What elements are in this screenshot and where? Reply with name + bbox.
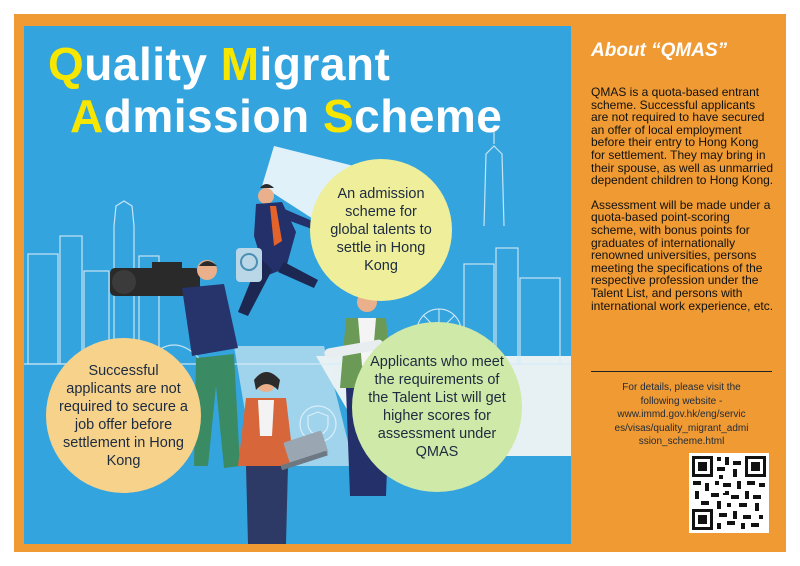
about-paragraph-2: Assessment will be made under a quota-based point-scoring scheme, with bonus points for graduates of internationally renowned universities, persons meeting the specifications of the respective profession under the Talent List, and persons with international work experience, etc. xyxy=(591,197,774,313)
divider xyxy=(591,371,772,372)
admission-scheme-bubble xyxy=(310,159,452,301)
admission-scheme-text: An admission scheme for global talents to settle in Hong Kong xyxy=(330,186,432,274)
website-url-line-2[interactable]: es/visas/quality_migrant_admi xyxy=(614,422,749,434)
about-heading: About “QMAS” xyxy=(591,40,728,61)
talent-list-bubble xyxy=(352,322,522,492)
details-line-1: For details, please visit the xyxy=(622,382,741,393)
about-body xyxy=(591,86,774,324)
job-offer-bubble xyxy=(46,338,201,493)
scheme-title xyxy=(48,38,568,142)
job-offer-text: Successful applicants are not required to secure a job offer before settlement in Hong Kong xyxy=(59,362,188,469)
details-section xyxy=(591,381,772,449)
website-url-line-1[interactable]: www.immd.gov.hk/eng/servic xyxy=(617,409,746,421)
illustration-panel xyxy=(24,26,571,544)
talent-list-text: Applicants who meet the requirements of the Talent List will get higher scores for assessment under QMAS xyxy=(368,354,506,460)
details-line-2: following website - xyxy=(640,395,723,407)
qr-code-icon[interactable] xyxy=(689,453,769,533)
about-paragraph-1: QMAS is a quota-based entrant scheme. Successful applicants are not required to have secured an offer of local employment before their entry to Hong Kong for settlement. They may bring in their spouse, as well as unmarried dependent children to Hong Kong. xyxy=(591,85,774,188)
title-line-2: Admission Scheme xyxy=(70,90,503,142)
website-url-line-3[interactable]: ssion_scheme.html xyxy=(638,436,725,448)
title-line-1: Quality Migrant xyxy=(48,38,391,90)
